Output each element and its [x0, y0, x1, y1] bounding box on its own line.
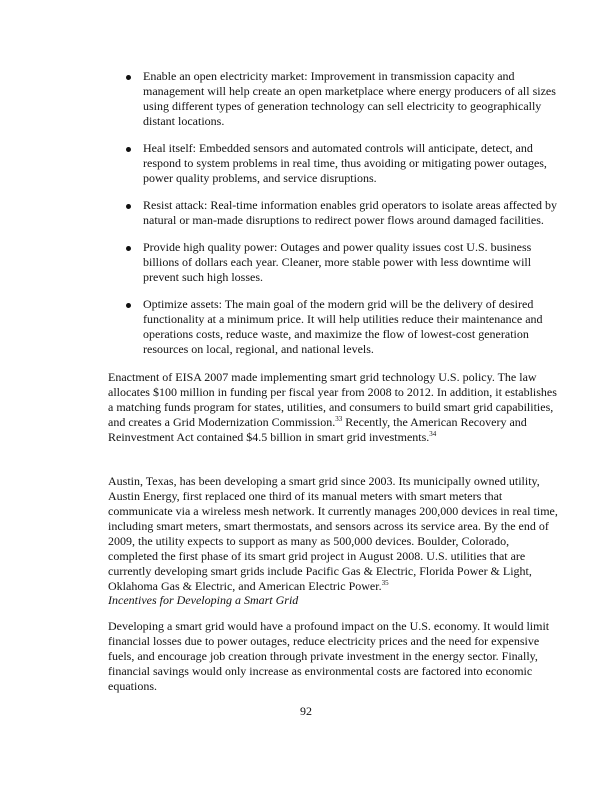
footnote-ref: 33	[335, 415, 343, 423]
section-heading: Incentives for Developing a Smart Grid	[108, 593, 299, 607]
list-item	[126, 69, 558, 129]
bullet-text: Optimize assets: The main goal of the modern grid will be the delivery of desired functionality at a minimum price. It will help utilities reduce their maintenance and operations costs, reduce waste, and maximize the flow of lowest-cost generation resources on local, regional, and national levels.	[143, 297, 543, 356]
bullet-text: Resist attack: Real-time information enables grid operators to isolate areas affected by natural or man-made disruptions to redirect power flows around damaged facilities.	[143, 198, 557, 227]
bullet-text: Provide high quality power: Outages and power quality issues cost U.S. business billions of dollars each year. Cleaner, more stable power with less downtime will prevent such high losses.	[143, 240, 532, 284]
list-item	[126, 198, 558, 228]
footnote-ref: 35	[381, 579, 389, 587]
paragraph-text: Austin, Texas, has been developing a smart grid since 2003. Its municipally owned utility, Austin Energy, first replaced one third of its manual meters with smart meters that communicate via a wireless mesh network. It currently manages 200,000 devices in real time, including smart meters, smart thermostats, and sensors across its service area. By the end of 2009, the utility expects to support as many as 500,000 devices. Boulder, Colorado, completed the first phase of its smart grid project in August 2008. U.S. utilities that are currently developing smart grids include Pacific Gas & Electric, Florida Power & Light, Oklahoma Gas & Electric, and American Electric Power.	[108, 474, 558, 593]
list-item	[126, 297, 558, 357]
bullet-icon	[126, 204, 131, 209]
bullet-list	[126, 69, 558, 369]
bullet-text: Enable an open electricity market: Improvement in transmission capacity and management will help create an open marketplace where energy producers of all sizes using different types of generation technology can sell electricity to geographically distant locations.	[143, 69, 556, 128]
page-number: 92	[300, 704, 312, 718]
bullet-icon	[126, 303, 131, 308]
paragraph-austin	[108, 474, 560, 594]
bullet-icon	[126, 246, 131, 251]
paragraph-eisa	[108, 370, 560, 445]
bullet-icon	[126, 147, 131, 152]
paragraph-text: Recently, the American Recovery and Reinvestment Act contained $4.5 billion in smart grid investments.	[108, 415, 527, 444]
paragraph-incentives: Developing a smart grid would have a profound impact on the U.S. economy. It would limit financial losses due to power outages, reduce electricity prices and the need for expensive fuels, and encourage job creation through private investment in the energy sector. Finally, financial savings would only increase as environmental costs are factored into economic equations.	[108, 619, 550, 693]
list-item	[126, 141, 558, 186]
list-item	[126, 240, 558, 285]
bullet-text: Heal itself: Embedded sensors and automated controls will anticipate, detect, and respond to system problems in real time, thus avoiding or mitigating power outages, power quality problems, and service disruptions.	[143, 141, 547, 185]
footnote-ref: 34	[429, 430, 437, 438]
paragraph-text: Enactment of EISA 2007 made implementing smart grid technology U.S. policy. The law allocates $100 million in funding per fiscal year from 2008 to 2012. In addition, it establishes a matching funds program for states, utilities, and consumers to build smart grid capabilities, and creates a Grid Modernization Commission.	[108, 370, 557, 429]
bullet-icon	[126, 75, 131, 80]
